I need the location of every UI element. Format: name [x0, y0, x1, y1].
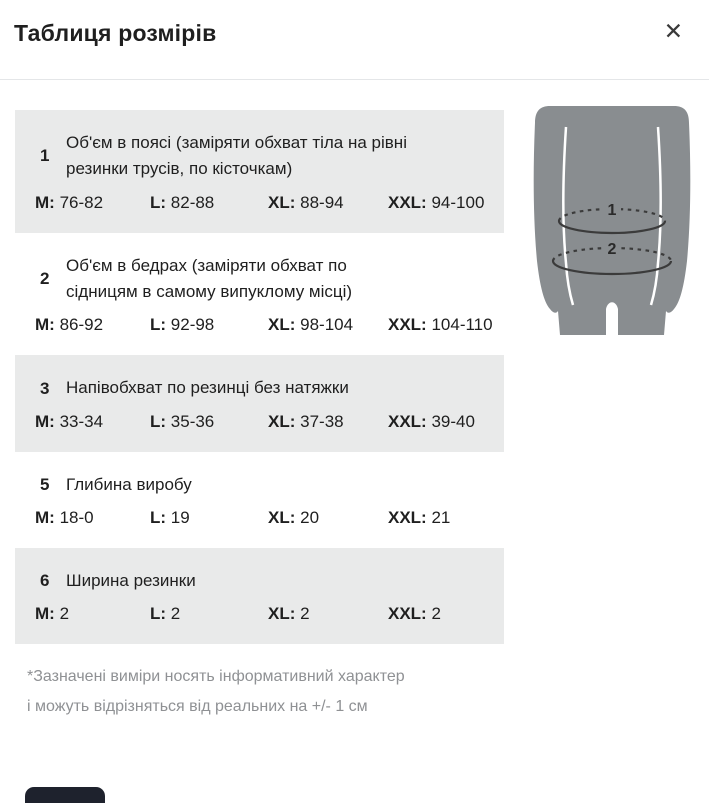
size-label: L:	[150, 604, 167, 624]
size-label: XL:	[268, 192, 296, 212]
row-head	[40, 253, 496, 306]
size-value: 82-88	[170, 192, 215, 212]
row-description	[66, 253, 496, 306]
size-label: XL:	[268, 315, 296, 335]
size-label: XXL:	[388, 508, 427, 528]
row-head	[40, 568, 496, 594]
size-value: 92-98	[170, 315, 215, 335]
size-label: XXL:	[388, 192, 427, 212]
size-value: 88-94	[300, 192, 344, 212]
size-value: 19	[170, 508, 190, 528]
size-label: M:	[35, 604, 55, 624]
partial-bottom-button[interactable]	[25, 787, 105, 803]
row-description-line: Об'єм в поясі (заміряти обхват тіла на рівні	[66, 133, 407, 152]
row-description	[66, 472, 496, 498]
size-cell-l	[150, 508, 268, 528]
size-cell-xxl	[388, 412, 496, 432]
size-cell-xl	[268, 412, 388, 432]
row-description	[66, 568, 496, 594]
row-description-line: резинки трусів, по кісточкам)	[66, 159, 293, 179]
size-value: 39-40	[431, 411, 475, 431]
row-description-line: сідницям в самому випуклому місці)	[66, 282, 353, 302]
size-cell-m	[35, 508, 150, 528]
size-label: XXL:	[388, 411, 427, 431]
sizes-line	[35, 412, 496, 432]
sizes-line	[35, 193, 496, 213]
size-label: XXL:	[388, 604, 427, 624]
size-cell-m	[35, 604, 150, 624]
row-head	[40, 472, 496, 498]
row-number: 5	[40, 474, 50, 494]
row-number: 2	[40, 269, 50, 289]
size-value: 37-38	[300, 411, 344, 431]
sizes-line	[35, 604, 496, 624]
size-label: L:	[150, 315, 167, 335]
modal-title: Таблиця розмірів	[14, 20, 217, 46]
size-value: 86-92	[59, 315, 104, 335]
size-cell-m	[35, 193, 150, 213]
size-cell-xl	[268, 508, 388, 528]
size-value: 20	[300, 508, 320, 528]
row-head	[40, 130, 496, 183]
size-value: 104-110	[431, 315, 493, 335]
size-value: 76-82	[59, 192, 104, 212]
size-cell-m	[35, 315, 150, 335]
size-value: 18-0	[59, 508, 94, 528]
size-cell-xl	[268, 193, 388, 213]
sizes-line	[35, 315, 496, 335]
size-value: 2	[300, 604, 310, 624]
size-label: M:	[35, 192, 55, 212]
row-description-line: Глибина виробу	[66, 474, 192, 494]
size-cell-xl	[268, 315, 388, 335]
size-label: M:	[35, 508, 55, 528]
size-row-1	[15, 110, 504, 233]
size-label: M:	[35, 411, 55, 431]
size-value: 2	[431, 604, 441, 624]
size-row-3	[15, 355, 504, 451]
modal-content	[0, 80, 709, 722]
body-measurement-figure	[520, 103, 700, 335]
footnote	[27, 662, 709, 721]
size-label: M:	[35, 315, 55, 335]
measure-label-1: 1	[607, 202, 617, 219]
row-number: 1	[40, 146, 50, 166]
size-cell-l	[150, 604, 268, 624]
size-cell-m	[35, 412, 150, 432]
size-row-2	[15, 233, 504, 356]
footnote-line: і можуть відрізняться від реальних на +/- 1 см	[27, 698, 368, 715]
row-number: 6	[40, 571, 50, 591]
size-cell-xxl	[388, 604, 496, 624]
row-description	[66, 375, 496, 401]
size-label: L:	[150, 508, 167, 528]
measure-label-2: 2	[607, 241, 617, 258]
size-cell-l	[150, 315, 268, 335]
row-description-line: Ширина резинки	[66, 571, 196, 591]
size-cell-xl	[268, 604, 388, 624]
size-label: XL:	[268, 604, 296, 624]
size-value: 21	[431, 508, 451, 528]
size-label: XXL:	[388, 315, 427, 335]
close-icon: ✕	[663, 18, 683, 44]
row-head	[40, 375, 496, 401]
size-value: 2	[170, 604, 181, 624]
size-value: 2	[59, 604, 70, 624]
size-label: XL:	[268, 411, 296, 431]
row-description	[66, 130, 496, 183]
row-description-line: Напівобхват по резинці без натяжки	[66, 378, 349, 398]
sizes-line	[35, 508, 496, 528]
modal-header	[0, 0, 709, 80]
size-rows	[15, 110, 504, 644]
footnote-line: *Зазначені виміри носять інформативний характер	[27, 668, 405, 686]
size-label: XL:	[268, 508, 296, 528]
row-description-line: Об'єм в бедрах (заміряти обхват по	[66, 255, 347, 275]
size-row-6	[15, 548, 504, 644]
size-row-5	[15, 452, 504, 548]
size-cell-xxl	[388, 508, 496, 528]
row-number: 3	[40, 378, 50, 398]
size-cell-l	[150, 412, 268, 432]
size-value: 33-34	[59, 411, 104, 431]
size-label: L:	[150, 411, 167, 431]
size-value: 35-36	[170, 411, 215, 431]
size-cell-xxl	[388, 315, 496, 335]
size-value: 98-104	[300, 315, 354, 335]
body-silhouette	[534, 106, 691, 335]
size-cell-xxl	[388, 193, 496, 213]
size-value: 94-100	[431, 192, 485, 212]
size-label: L:	[150, 192, 167, 212]
size-cell-l	[150, 193, 268, 213]
close-button[interactable]	[660, 16, 687, 47]
